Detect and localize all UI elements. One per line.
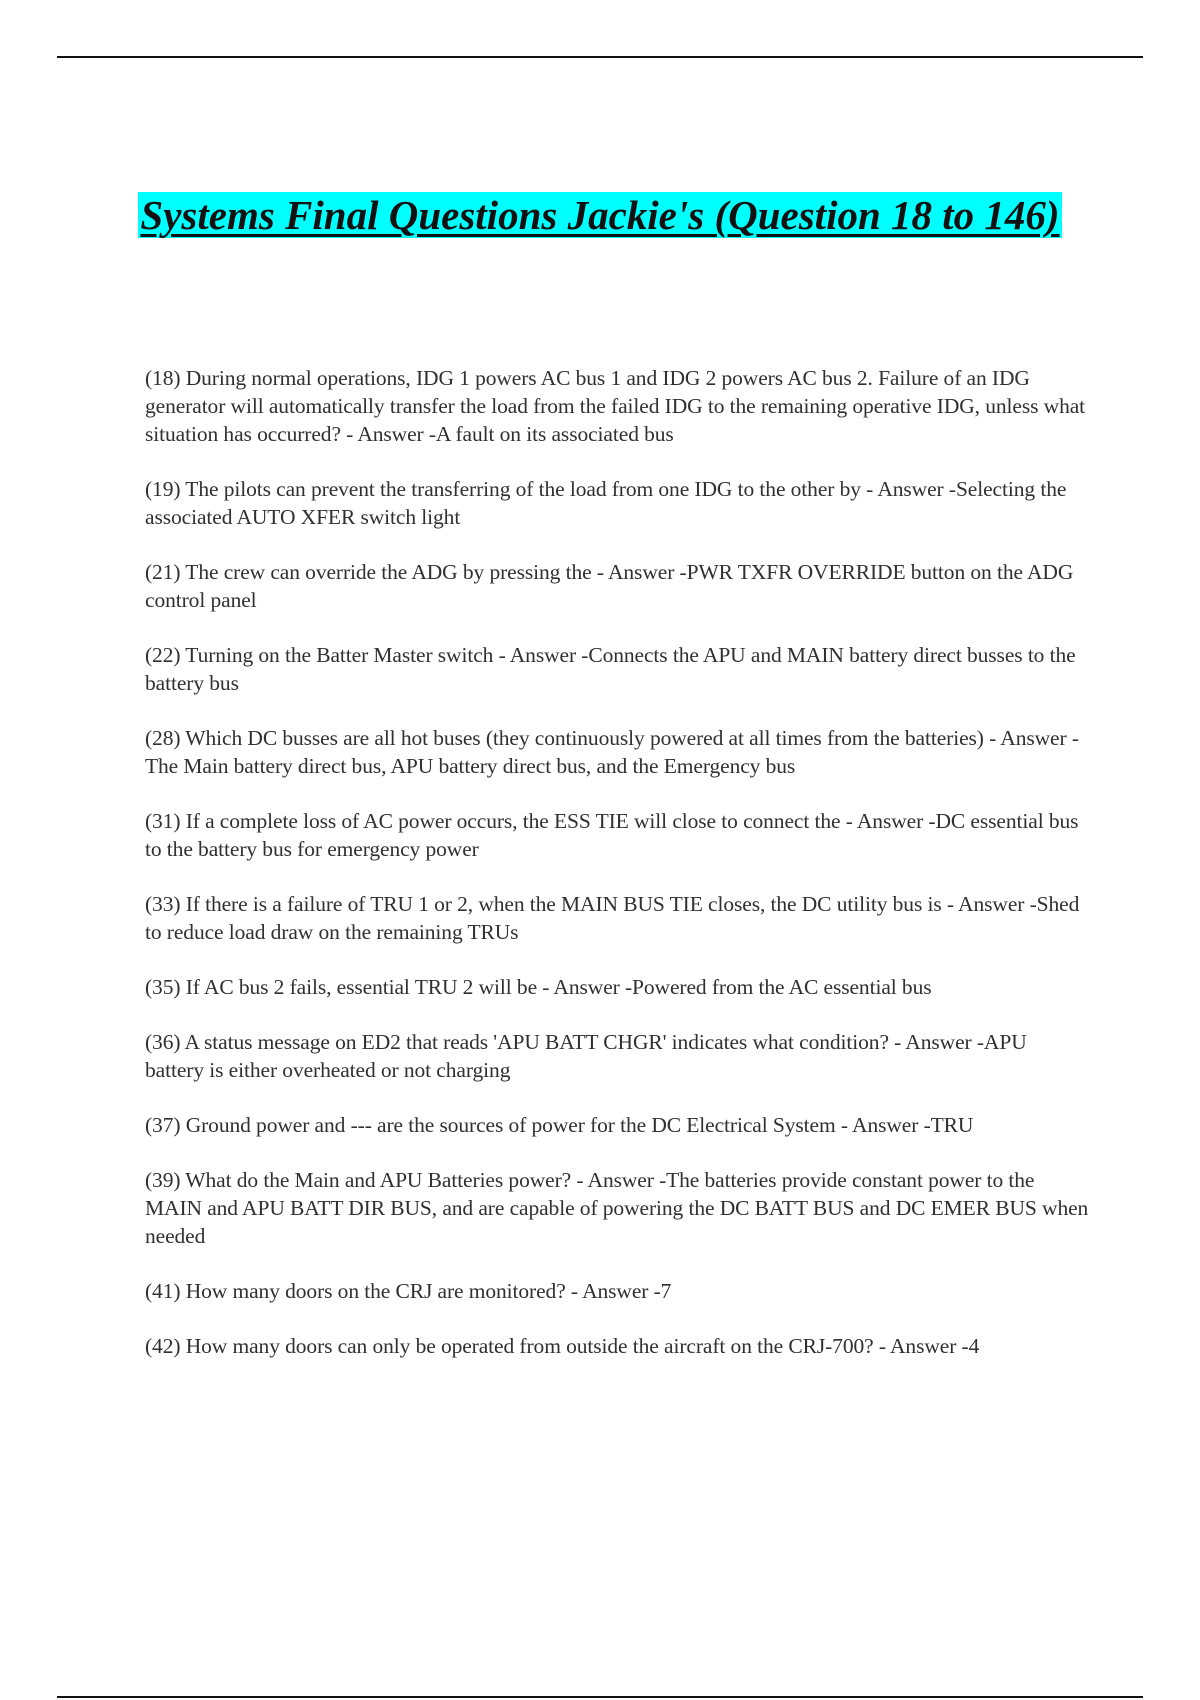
qa-item-42: (42) How many doors can only be operated from outside the aircraft on the CRJ-700? - Answer -4 <box>145 1334 980 1358</box>
qa-item-33: (33) If there is a failure of TRU 1 or 2, when the MAIN BUS TIE closes, the DC utility bus is - Answer -Shed to reduce load draw on the remaining TRUs <box>145 892 1080 944</box>
qa-item-18: (18) During normal operations, IDG 1 powers AC bus 1 and IDG 2 powers AC bus 2. Failure of an IDG generator will automatically transfer the load from the failed IDG to the remaining operative IDG, unless what situation has occurred? - Answer -A fault on its associated bus <box>145 366 1086 446</box>
qa-item-31: (31) If a complete loss of AC power occurs, the ESS TIE will close to connect the - Answer -DC essential bus to the battery bus for emergency power <box>145 809 1079 861</box>
qa-item-37: (37) Ground power and --- are the sources of power for the DC Electrical System - Answer -TRU <box>145 1113 974 1137</box>
qa-item-39: (39) What do the Main and APU Batteries power? - Answer -The batteries provide constant power to the MAIN and APU BATT DIR BUS, and are capable of powering the DC BATT BUS and DC EMER BUS when needed <box>145 1168 1089 1248</box>
document-title-text: Systems Final Questions Jackie's (Question 18 to 146) <box>140 192 1060 238</box>
document-title <box>120 188 1080 243</box>
qa-list <box>145 364 1090 1387</box>
qa-item-36: (36) A status message on ED2 that reads 'APU BATT CHGR' indicates what condition? - Answer -APU battery is either overheated or not charging <box>145 1030 1027 1082</box>
qa-item-21: (21) The crew can override the ADG by pressing the - Answer -PWR TXFR OVERRIDE button on the ADG control panel <box>145 560 1074 612</box>
qa-item-28: (28) Which DC busses are all hot buses (they continuously powered at all times from the batteries) - Answer -The Main battery direct bus, APU battery direct bus, and the Emergency bus <box>145 726 1079 778</box>
qa-item-35: (35) If AC bus 2 fails, essential TRU 2 will be - Answer -Powered from the AC essential bus <box>145 975 932 999</box>
top-rule <box>57 56 1143 58</box>
qa-item-22: (22) Turning on the Batter Master switch - Answer -Connects the APU and MAIN battery direct busses to the battery bus <box>145 643 1076 695</box>
title-block <box>120 188 1080 243</box>
qa-item-19: (19) The pilots can prevent the transferring of the load from one IDG to the other by - Answer -Selecting the associated AUTO XFER switch light <box>145 477 1067 529</box>
qa-item-41: (41) How many doors on the CRJ are monitored? - Answer -7 <box>145 1279 672 1303</box>
bottom-rule <box>57 1696 1143 1698</box>
